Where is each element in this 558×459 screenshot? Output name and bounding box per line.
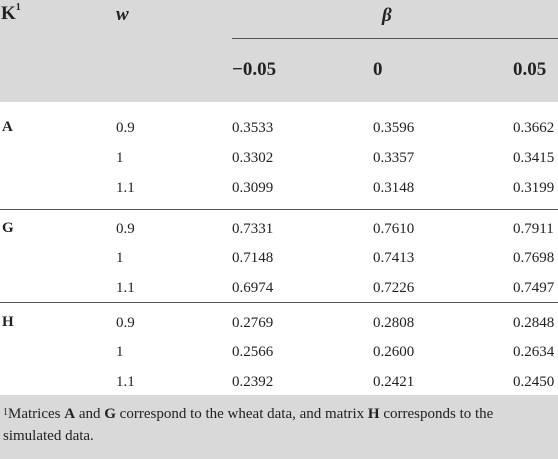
table-cell: 0.2566: [232, 344, 274, 360]
table-cell: 0.2808: [373, 315, 415, 331]
table-cell: 0.7413: [373, 250, 415, 266]
column-header-beta: β: [382, 5, 392, 26]
table-cell: 0.7148: [232, 250, 274, 266]
table-cell: 0.3662: [513, 120, 555, 136]
table-cell: 0.3302: [232, 150, 274, 166]
w-value: 1.1: [116, 280, 135, 296]
beta-underline: [232, 38, 558, 39]
w-value: 1: [116, 150, 124, 166]
footnote-matrix-a: A: [64, 406, 76, 422]
table-cell: 0.7331: [232, 221, 274, 237]
table-cell: 0.2450: [513, 374, 555, 390]
k-label: K: [1, 3, 16, 24]
table-cell: 0.7911: [513, 221, 554, 237]
table-cell: 0.2392: [232, 374, 274, 390]
table-cell: 0.2634: [513, 344, 555, 360]
table-cell: 0.7497: [513, 280, 555, 296]
beta-value-1: 0: [373, 59, 383, 80]
w-value: 0.9: [116, 120, 135, 136]
w-value: 1.1: [116, 180, 135, 196]
footnote-text-2: and: [75, 406, 105, 422]
table-cell: 0.3357: [373, 150, 415, 166]
beta-value-2: 0.05: [513, 59, 547, 80]
beta-value-0: −0.05: [232, 59, 277, 80]
table-cell: 0.6974: [232, 280, 274, 296]
table-cell: 0.2848: [513, 315, 555, 331]
table-cell: 0.7610: [373, 221, 415, 237]
header-background: [0, 0, 558, 102]
footnote: [3, 403, 555, 447]
table-cell: 0.2600: [373, 344, 415, 360]
group-separator-2: [0, 302, 558, 303]
table-cell: 0.3533: [232, 120, 274, 136]
table-cell: 0.3199: [513, 180, 555, 196]
footnote-text-3: correspond to the wheat data, and matrix: [115, 406, 368, 422]
table-cell: 0.3596: [373, 120, 415, 136]
group-label-g: G: [2, 220, 14, 236]
table-cell: 0.3099: [232, 180, 274, 196]
footnote-matrix-h: H: [367, 406, 380, 422]
w-value: 0.9: [116, 221, 135, 237]
table-cell: 0.2421: [373, 374, 415, 390]
w-value: 1: [116, 250, 124, 266]
w-value: 1: [116, 344, 124, 360]
table-cell: 0.3415: [513, 150, 555, 166]
w-value: 0.9: [116, 315, 135, 331]
table-cell: 0.7698: [513, 250, 555, 266]
group-label-a: A: [2, 119, 13, 135]
table-cell: 0.7226: [373, 280, 415, 296]
column-header-k: [1, 4, 21, 23]
column-header-w: w: [116, 4, 129, 25]
footnote-text-4: corresponds to the simulated data.: [3, 406, 494, 444]
table-cell: 0.2769: [232, 315, 274, 331]
k-superscript: 1: [15, 2, 21, 13]
group-label-h: H: [2, 314, 14, 330]
footnote-marker: 1: [3, 407, 8, 418]
w-value: 1.1: [116, 374, 135, 390]
table-cell: 0.3148: [373, 180, 415, 196]
group-separator-1: [0, 209, 558, 210]
footnote-text-1: Matrices: [8, 406, 65, 422]
footnote-matrix-g: G: [104, 406, 116, 422]
